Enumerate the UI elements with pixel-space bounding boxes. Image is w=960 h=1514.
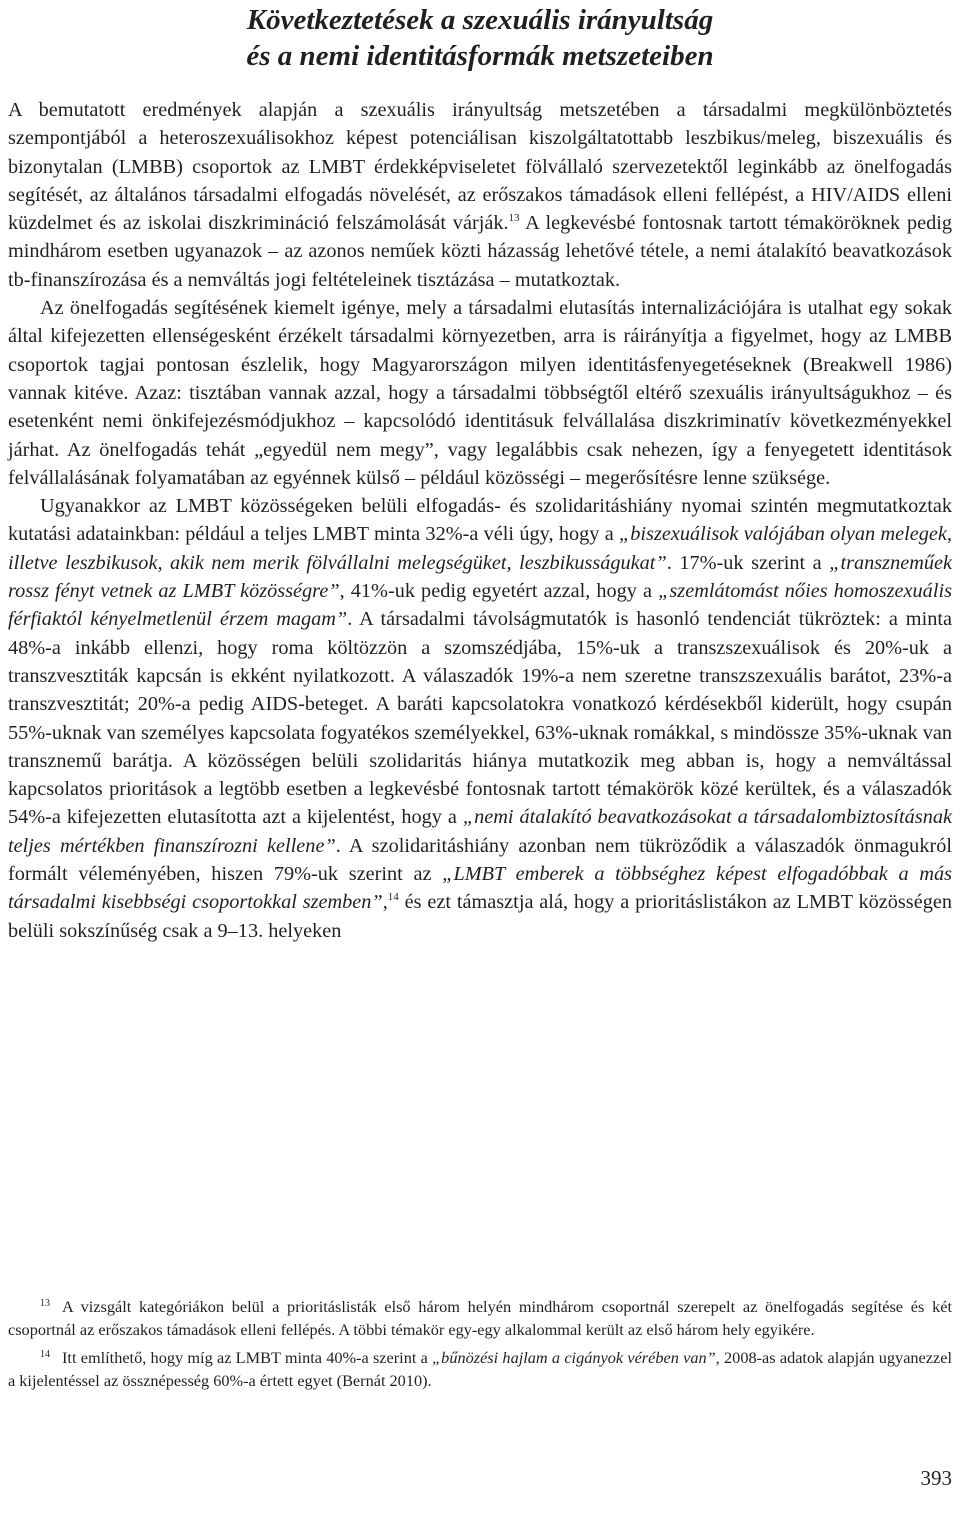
paragraph-3-text-e: . A szolidaritáshiány azonban nem tükröződik a válaszadók önmagukról formált véleményében, hiszen 79%-uk szerint az <box>8 834 952 886</box>
footnote-14-text-a: Itt említhető, hogy míg az LMBT minta 40%-a szerint a <box>62 1348 433 1367</box>
footnotes <box>8 1296 952 1398</box>
paragraph-3-text-f: , <box>382 891 388 914</box>
section-heading <box>8 0 952 74</box>
footnote-number-13: 13 <box>40 1297 50 1309</box>
paragraph-1-text-a: A bemutatott eredmények alapján a szexuális irányultság metszetében a társadalmi megkülönböztetés szempontjából a heteroszexuálisokhoz képest potenciálisan kiszolgáltatottabb leszbikus/meleg, biszexuális és bizonytalan (LMBB) csoportok az LMBT érdekképviseletet fölvállaló szervezetektől leginkább az önelfogadás segítését, az általános társadalmi elfogadás növelését, az erőszakos támadások elleni fellépést, a HIV/AIDS elleni küzdelmet és az iskolai diszkrimináció felszámolását várják. <box>8 99 952 235</box>
quote-gender-reassignment: „nemi átalakító beavatkozásokat a társadalombiztosításnak teljes mértékben finanszírozni kellene” <box>8 806 952 857</box>
paragraph-1-text-b: A legkevésbé fontosnak tartott témaköröknek pedig mindhárom esetben ugyanazok – az azonos neműek közti házasság lehetővé tétele, a nemi átalakító beavatkozások tb-finanszírozása és a nemváltás jogi feltételeinek tisztázása – mutatkoztak. <box>8 212 952 291</box>
footnote-13-text: A vizsgált kategóriákon belül a prioritáslisták első három helyén mindhárom csoportnál szerepelt az önelfogadás segítése és két csoportnál az erőszakos támadások elleni fellépés. A többi témakör egy-egy alkalommal került az első három hely egyikére. <box>8 1297 952 1339</box>
footnote-14-text-b: , 2008-as adatok alapján ugyanezzel a kijelentéssel az össznépesség 60%-a értett egyet (Bernát 2010). <box>8 1348 952 1390</box>
quote-lgbt-acceptance: „LMBT emberek a többséghez képest elfogadóbbak a más társadalmi kisebbségi csoportokkal szemben” <box>8 863 953 914</box>
footnote-ref-14[interactable]: 14 <box>387 891 399 904</box>
paragraph-2: Az önelfogadás segítésének kiemelt igénye, mely a társadalmi elutasítás internalizációjára is utalhat egy sokak által kifejezetten ellenségesként érzékelt társadalmi környezetben, arra is ráirányítja a figyelmet, hogy az LMBB csoportok tagjai pontosan észlelik, hogy Magyarországon milyen identitásfenyegetéseknek (Breakwell 1986) vannak kitéve. Azaz: tisztában vannak azzal, hogy a társadalmi többségtől eltérő szexuális irányultságukhoz – és esetenként nemi önkifejezésmódjukhoz – kapcsolódó identitásuk felvállalása diszkriminatív következményekkel járhat. Az önelfogadás tehát „egyedül nem megy”, vagy legalábbis csak nehezen, így a fenyegetett identitások felvállalásának folyamatában az egyénnek külső – például közösségi – megerősítésre lenne szüksége. <box>8 297 952 489</box>
page-number: 393 <box>920 1466 952 1490</box>
footnote-14-quote: „bűnözési hajlam a cigányok vérében van” <box>432 1348 716 1367</box>
page <box>8 0 953 1390</box>
quote-bisexuals: „biszexuálisok valójában olyan melegek, illetve leszbikusok, akik nem merik fölvállalni melegségüket, leszbikusságukat” <box>8 523 952 574</box>
paragraph-1 <box>8 96 952 294</box>
heading-line-2: és a nemi identitásformák metszeteiben <box>246 40 714 72</box>
footnote-ref-13[interactable]: 13 <box>508 212 520 225</box>
paragraph-3-text-g: és ezt támasztja alá, hogy a prioritáslistákon az LMBT közösségen belüli sokszínűség csak a 9–13. helyeken <box>8 891 952 942</box>
paragraph-3-text-a: Ugyanakkor az LMBT közösségeken belüli elfogadás- és szolidaritáshiány nyomai szintén megmutatkoztak kutatási adatainkban: például a teljes LMBT minta 32%-a véli úgy, hogy a <box>8 495 952 546</box>
paragraph-3-text-d: . A társadalmi távolságmutatók is hasonló tendenciát tükröztek: a minta 48%-a inkább ellenzi, hogy roma költözzön a szomszédjába, 15%-uk a transzszexuálisok és 20%-uk a transzvesztiták kapcsán is ekként nyilatkozott. A válaszadók 19%-a nem szeretne transzszexuális barátot, 23%-a transzvesztitát; 20%-a pedig AIDS-beteget. A baráti kapcsolatokra vonatkozó kérdésekből kiderült, hogy csupán 55%-uknak van személyes kapcsolata fogyatékos személyekkel, 63%-uknak romákkal, s mindössze 35%-uknak van transznemű barátja. A közösségen belüli szolidaritás hiánya mutatkozik meg abban is, hogy a nemváltással kapcsolatos prioritások a legtöbb esetben a legkevésbé fontosnak tartott témakörök közé kerültek, és a válaszadók 54%-a kifejezetten elutasította azt a kijelentést, hogy a <box>8 608 952 829</box>
footnote-number-14: 14 <box>40 1348 50 1360</box>
quote-feminine-men: „szemlátomást nőies homoszexuális férfiaktól kényelmetlenül érzem magam” <box>8 580 952 631</box>
footnote-13 <box>8 1296 952 1341</box>
body-text <box>8 96 952 945</box>
footnote-14 <box>8 1347 952 1392</box>
paragraph-3-text-b: . 17%-uk szerint a <box>666 551 830 574</box>
paragraph-3 <box>8 492 952 945</box>
heading-line-1: Következtetések a szexuális irányultság <box>246 4 714 36</box>
quote-transgender: „transzneműek rossz fényt vetnek az LMBT közösségre” <box>8 551 953 603</box>
paragraph-3-text-c: , 41%-uk pedig egyetért azzal, hogy a <box>339 580 659 603</box>
